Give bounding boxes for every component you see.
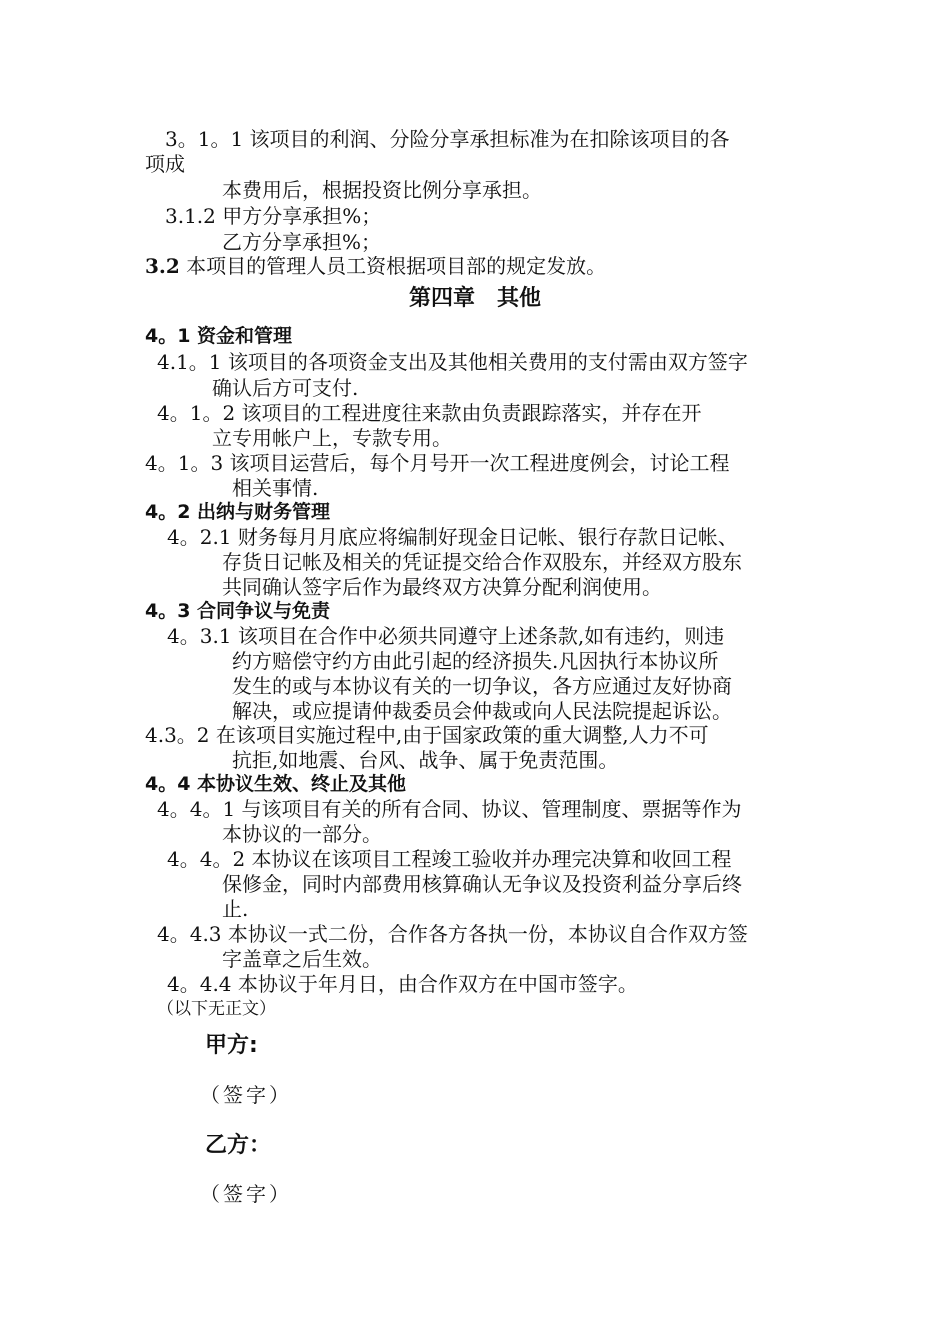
clause-4-3-1-line4: 解决，或应提请仲裁委员会仲裁或向人民法院提起诉讼。 — [232, 699, 732, 723]
clause-4-1-3-line2: 相关事情. — [232, 476, 319, 500]
clause-4-1-2-line2: 立专用帐户上，专款专用。 — [212, 426, 452, 450]
clause-4-4-3-line1: 4。4.3 本协议一式二份，合作各方各执一份，本协议自合作双方签 — [157, 922, 748, 946]
clause-3-1-2-line1: 3.1.2 甲方分享承担%； — [165, 204, 382, 228]
party-b-signature: （签字） — [200, 1182, 292, 1206]
clause-3-2-text: 本项目的管理人员工资根据项目部的规定发放。 — [179, 254, 607, 278]
clause-4-4-1-line2: 本协议的一部分。 — [222, 822, 382, 846]
clause-4-1-1-line2: 确认后方可支付. — [212, 376, 359, 400]
party-a-label: 甲方: — [205, 1033, 258, 1058]
clause-4-3-1-line2: 约方赔偿守约方由此引起的经济损失.凡因执行本协议所 — [232, 649, 719, 673]
clause-3-1-2-line2: 乙方分享承担%； — [222, 230, 382, 254]
clause-3-1-1-line1: 3。1。1 该项目的利润、分险分享承担标准为在扣除该项目的各 — [165, 127, 730, 151]
party-b-label: 乙方： — [205, 1133, 272, 1158]
clause-3-1-1-line3: 本费用后，根据投资比例分享承担。 — [222, 178, 542, 202]
clause-3-2 — [145, 253, 606, 279]
clause-4-4-4: 4。4.4 本协议于年月日，由合作双方在中国市签字。 — [167, 972, 638, 996]
clause-4-3-1-line3: 发生的或与本协议有关的一切争议，各方应通过友好协商 — [232, 674, 732, 698]
clause-4-4-2-line2: 保修金，同时内部费用核算确认无争议及投资利益分享后终 — [222, 872, 742, 896]
section-4-2-heading: 4。2 出纳与财务管理 — [145, 501, 331, 523]
clause-4-4-3-line2: 字盖章之后生效。 — [222, 947, 382, 971]
clause-4-2-1-line1: 4。2.1 财务每月月底应将编制好现金日记帐、银行存款日记帐、 — [167, 525, 738, 549]
section-4-4-heading: 4。4 本协议生效、终止及其他 — [145, 773, 407, 795]
clause-4-3-2-line1: 4.3。2 在该项目实施过程中,由于国家政策的重大调整,人力不可 — [145, 723, 709, 747]
clause-4-4-1-line1: 4。4。1 与该项目有关的所有合同、协议、管理制度、票据等作为 — [157, 797, 742, 821]
party-a-signature: （签字） — [200, 1083, 292, 1107]
section-4-1-heading: 4。1 资金和管理 — [145, 325, 293, 347]
clause-4-3-1-line1: 4。3.1 该项目在合作中必须共同遵守上述条款,如有违约，则违 — [167, 624, 725, 648]
clause-4-1-3-line1: 4。1。3 该项目运营后，每个月号开一次工程进度例会，讨论工程 — [145, 451, 730, 475]
clause-4-1-1-line1: 4.1。1 该项目的各项资金支出及其他相关费用的支付需由双方签字 — [157, 350, 748, 374]
section-4-3-heading: 4。3 合同争议与免责 — [145, 600, 331, 622]
end-of-text-note: （以下无正文） — [157, 999, 276, 1019]
clause-4-4-2-line3: 止. — [222, 897, 249, 921]
clause-4-4-2-line1: 4。4。2 本协议在该项目工程竣工验收并办理完决算和收回工程 — [167, 847, 732, 871]
clause-3-2-number: 3.2 — [145, 254, 180, 278]
clause-4-2-1-line3: 共同确认签字后作为最终双方决算分配利润使用。 — [222, 575, 662, 599]
clause-4-2-1-line2: 存货日记帐及相关的凭证提交给合作双股东，并经双方股东 — [222, 550, 742, 574]
clause-4-3-2-line2: 抗拒,如地震、台风、战争、属于免责范围。 — [232, 748, 619, 772]
clause-4-1-2-line1: 4。1。2 该项目的工程进度往来款由负责跟踪落实，并存在开 — [157, 401, 702, 425]
chapter-title: 第四章 其他 — [408, 286, 541, 311]
clause-3-1-1-line2: 项成 — [145, 152, 185, 176]
